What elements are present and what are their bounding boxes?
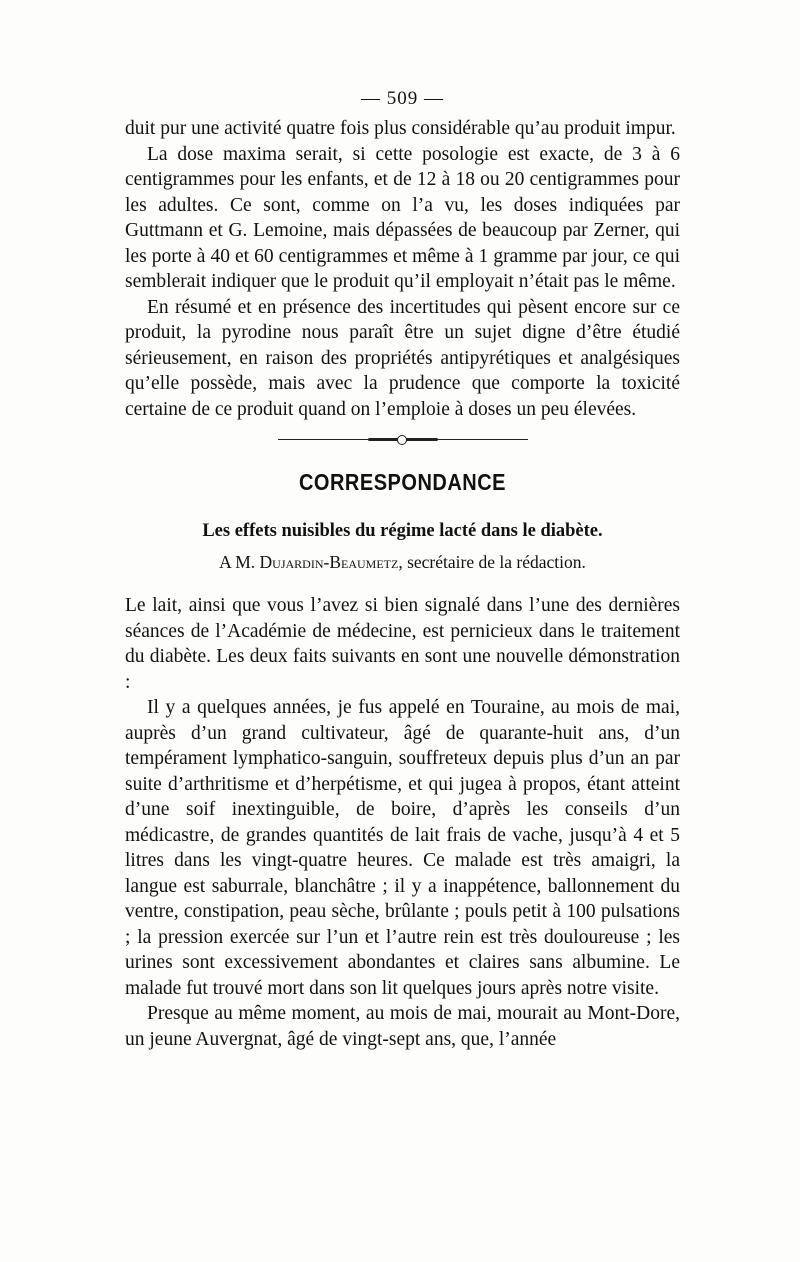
addressee-prefix: A M.: [219, 552, 260, 572]
paragraph-summary: En résumé et en présence des incertitudes qui pèsent encore sur ce produit, la pyrodine nous paraît être un sujet digne d’être étudié sérieusement, en raison des propriétés antipyrétiques et analgésiques qu’elle possède, mais avec la prudence que comporte la toxicité certaine de ce produit quand on l’emploie à doses un peu élevées.: [125, 296, 680, 420]
ornamental-divider: [278, 434, 528, 446]
article-subheading: Les effets nuisibles du régime lacté dans le diabète.: [202, 521, 603, 541]
addressee-suffix: , secrétaire de la rédaction.: [398, 552, 586, 572]
paragraph-dosage: La dose maxima serait, si cette posologie est exacte, de 3 à 6 centigrammes pour les enfants, et de 12 à 18 ou 20 centigrammes pour les adultes. Ce sont, comme on l’a vu, les doses indiquées par Guttmann et G. Lemoine, mais dépassées de beaucoup par Zerner, qui les porte à 40 et 60 centigrammes et même à 1 gramme par jour, ce qui semblerait indiquer que le produit qu’il employait n’était pas le même.: [125, 143, 680, 292]
addressee-name: Dujardin-Beaumetz: [259, 552, 399, 572]
letter-paragraph-case-two: Presque au même moment, au mois de mai, mourait au Mont-Dore, un jeune Auvergnat, âgé de vingt-sept ans, que, l’année: [125, 1003, 680, 1050]
letter-paragraph-case-one: Il y a quelques années, je fus appelé en Touraine, au mois de mai, auprès d’un grand cultivateur, âgé de quarante-huit ans, d’un tempérament lymphatico-sanguin, souffreteux depuis plus d’un an par suite d’arthritisme et d’herpétisme, et qui jugea à propos, étant atteint d’une soif inextinguible, de boire, d’après les conseils d’un médicastre, de grandes quantités de lait frais de vache, jusqu’à 4 et 5 litres dans les vingt-quatre heures. Ce malade est très amaigri, la langue est saburrale, blanchâtre ; il y a inappétence, ballonnement du ventre, constipation, peau sèche, brûlante ; pouls petit à 100 pulsations ; la pression exercée sur l’un et l’autre rein est très douloureuse ; les urines sont excessivement abondantes et claires sans albumine. Le malade fut trouvé mort dans son lit quelques jours après notre visite.: [125, 697, 680, 999]
page-number: — 509 —: [361, 88, 444, 109]
section-title: CORRESPONDANCE: [298, 470, 507, 496]
letter-paragraph-intro: Le lait, ainsi que vous l’avez si bien signalé dans l’une des dernières séances de l’Académie de médecine, est pernicieux dans le traitement du diabète. Les deux faits suivants en sont une nouvelle démonstration :: [125, 595, 680, 693]
letter-addressee: [125, 552, 680, 573]
document-page: [125, 88, 680, 1052]
paragraph-continuation: duit pur une activité quatre fois plus considérable qu’au produit impur.: [125, 118, 676, 139]
